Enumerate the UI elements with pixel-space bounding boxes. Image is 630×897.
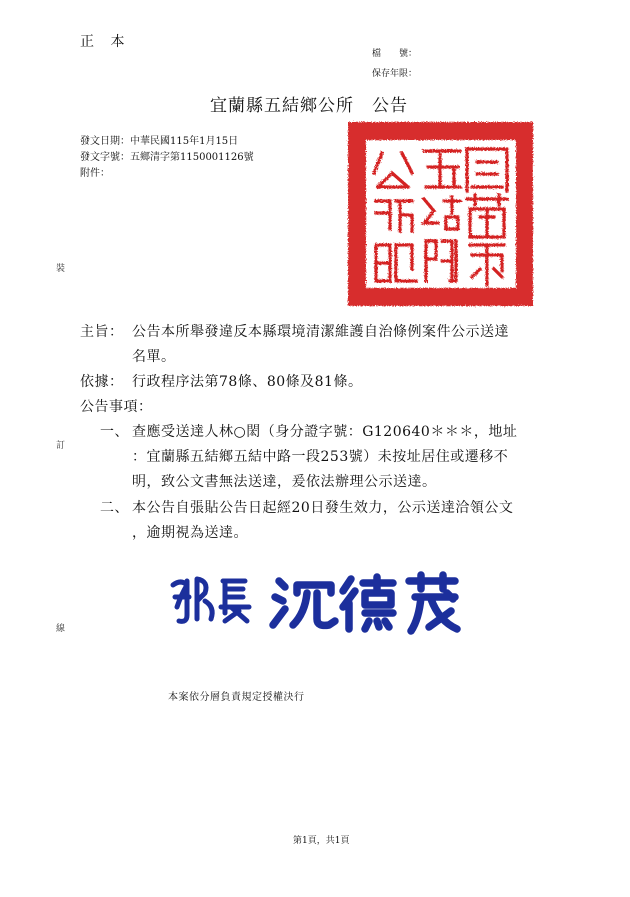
- page-number: 第1頁，共1頁: [293, 836, 350, 846]
- subject-text-line-1: 公告本所舉發違反本縣環境清潔維護自治條例案件公示送達: [132, 324, 509, 340]
- copy-type-label: 正 本: [80, 34, 131, 50]
- binding-mark-xian: 線: [56, 624, 66, 634]
- issue-date: 發文日期：中華民國115年1月15日: [80, 136, 239, 147]
- announcement-item-1-line-2: ：宜蘭縣五結鄉五結中路一段253號）未按址居住或遷移不: [132, 449, 509, 465]
- announcement-item-2-line-2: ，逾期視為送達。: [132, 525, 248, 541]
- retention-period-label: 保存年限：: [372, 69, 418, 79]
- delegation-note: 本案依分層負責規定授權決行: [168, 692, 305, 703]
- basis-label: 依據：: [80, 374, 124, 390]
- township-chief-signature: [165, 567, 475, 637]
- announcement-item-2-line-1: 本公告自張貼公告日起經20日發生效力，公示送達洽領公文: [132, 500, 514, 516]
- file-number-label: 檔 號：: [372, 49, 418, 59]
- document-number: 發文字號：五鄉清字第1150001126號: [80, 152, 254, 163]
- official-seal-stamp: [342, 117, 539, 312]
- attachment-label: 附件：: [80, 168, 110, 179]
- document-title: 宜蘭縣五結鄉公所 公告: [210, 96, 408, 116]
- announcement-item-1-line-1: 查應受送達人林○閎（身分證字號：G120640＊＊＊，地址: [132, 424, 518, 440]
- binding-mark-zhuang: 裝: [56, 264, 66, 274]
- announcement-heading: 公告事項：: [80, 399, 153, 415]
- announcement-item-1-number: 一、: [100, 424, 129, 440]
- announcement-item-2-number: 二、: [100, 500, 129, 516]
- binding-mark-ding: 訂: [56, 441, 66, 451]
- announcement-item-1-line-3: 明，致公文書無法送達，爰依法辦理公示送達。: [132, 474, 437, 490]
- subject-text-line-2: 名單。: [132, 349, 176, 365]
- basis-text: 行政程序法第78條、80條及81條。: [132, 374, 363, 390]
- subject-label: 主旨：: [80, 324, 124, 340]
